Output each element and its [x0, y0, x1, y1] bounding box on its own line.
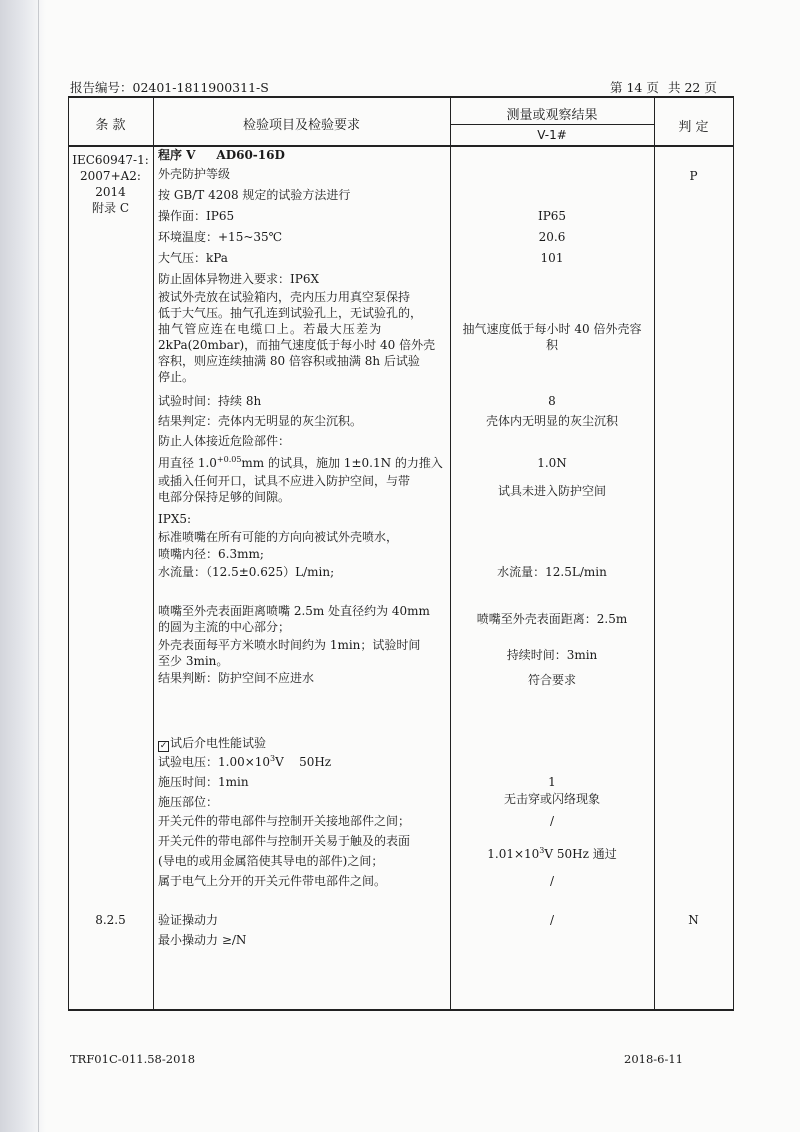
probe-tolerance: +0.05	[216, 455, 242, 464]
ambient-temperature: 环境温度：+15~35℃	[158, 230, 283, 244]
test-voltage	[158, 754, 331, 770]
clause-standard-line-4: 附录 C	[92, 201, 129, 215]
test-voltage-post: V 50Hz	[275, 755, 332, 769]
result-voltage-exp: 3	[539, 846, 545, 855]
duration-line-2: 至少 3min。	[158, 654, 229, 668]
result-slash-3: /	[549, 913, 555, 927]
result-apply-time: 1	[548, 775, 556, 789]
table-left-border	[68, 96, 69, 1011]
test-method: 按 GB/T 4208 规定的试验方法进行	[158, 188, 351, 202]
report-date: 2018-6-11	[624, 1052, 683, 1066]
nozzle-diameter: 喷嘴内径：6.3mm;	[158, 547, 264, 561]
form-code: TRF01C-011.58-2018	[70, 1052, 196, 1066]
column-divider-3	[654, 96, 655, 1011]
ip-title: 外壳防护等级	[158, 167, 231, 181]
solid-ingress-title: 防止固体异物进入要求：IP6X	[158, 272, 319, 286]
page-current: 第 14 页	[610, 80, 659, 95]
binding-line	[38, 0, 39, 1132]
position-3: (导电的或用金属箔使其导电的部件)之间；	[158, 854, 384, 868]
result-ip65: IP65	[537, 209, 567, 223]
solid-desc-line-4: 2kPa(20mbar)，而抽气速度低于每小时 40 倍外壳	[158, 338, 436, 352]
page-total: 共 22 页	[668, 80, 717, 95]
solid-desc-line-6: 停止。	[158, 370, 195, 384]
procedure-title: 程序 V AD60-16D	[158, 148, 285, 162]
clause-standard-line-1: IEC60947-1:	[72, 153, 149, 167]
result-water-flow: 水流量：12.5L/min	[497, 565, 607, 579]
result-probe-not-entered: 试具未进入防护空间	[497, 484, 606, 498]
column-header-result: 测量或观察结果	[506, 108, 598, 123]
result-hours: 8	[548, 394, 556, 408]
probe-pre: 用直径 1.0	[158, 456, 217, 470]
header-sub-divider	[450, 124, 654, 125]
result-force: 1.0N	[537, 456, 567, 470]
test-voltage-pre: 试验电压：1.00×10	[158, 755, 271, 769]
dielectric-title-text: 试后介电性能试验	[170, 736, 267, 750]
table-right-border	[733, 96, 734, 1011]
water-judgement: 结果判断：防护空间不应进水	[158, 671, 315, 685]
verdict-p: P	[689, 169, 698, 183]
result-voltage-post: V 50Hz 通过	[544, 847, 617, 861]
binding-edge	[0, 0, 46, 1132]
solid-desc-line-3: 抽气管应连在电缆口上。若最大压差为	[158, 322, 383, 336]
column-header-sample: V-1#	[537, 128, 567, 142]
result-conform: 符合要求	[527, 673, 576, 687]
apply-position: 施压部位：	[158, 795, 219, 809]
probe-post: mm 的试具，施加 1±0.1N 的力推入	[241, 456, 443, 470]
force-title: 验证操动力	[158, 913, 219, 927]
dielectric-title	[158, 735, 266, 752]
result-suction-line-1: 抽气速度低于每小时 40 倍外壳容	[462, 322, 642, 336]
solid-desc-line-5: 容积，则应连续抽满 80 倍容积或抽满 8h 后试验	[158, 354, 420, 368]
checkbox-checked-icon: ✓	[159, 741, 168, 751]
solid-desc-line-1: 被试外壳放在试验箱内，壳内压力用真空泵保持	[158, 290, 411, 304]
clause-standard-line-2: 2007+A2:	[80, 169, 141, 183]
operating-face: 操作面：IP65	[158, 209, 235, 223]
force-min: 最小操动力 ≥/N	[158, 933, 247, 947]
result-no-breakdown: 无击穿或闪络现象	[503, 792, 600, 806]
water-flow: 水流量：（12.5±0.625）L/min;	[158, 565, 335, 579]
report-number: 报告编号：02401-1811900311-S	[70, 80, 269, 95]
position-1: 开关元件的带电部件与控制开关接地部件之间；	[158, 814, 411, 828]
result-duration: 持续时间：3min	[506, 648, 598, 662]
duration-line-1: 外壳表面每平方米喷水时间约为 1min；试验时间	[158, 638, 421, 652]
table-top-border	[68, 96, 734, 98]
probe-line-3: 电部分保持足够的间隙。	[158, 490, 291, 504]
result-slash-2: /	[549, 874, 555, 888]
result-slash-1: /	[549, 814, 555, 828]
table-bottom-border	[68, 1009, 734, 1011]
column-header-clause: 条 款	[95, 118, 126, 133]
atmospheric-pressure: 大气压：kPa	[158, 251, 228, 265]
ipx5-title: IPX5:	[158, 512, 192, 526]
probe-line-1	[158, 455, 443, 471]
clause-8-2-5: 8.2.5	[95, 913, 126, 927]
position-2: 开关元件的带电部件与控制开关易于触及的表面	[158, 834, 411, 848]
result-pressure: 101	[540, 251, 564, 265]
spray-desc: 标准喷嘴在所有可能的方向向被试外壳喷水，	[158, 530, 399, 544]
column-divider-1	[153, 96, 154, 1011]
position-4: 属于电气上分开的开关元件带电部件之间。	[158, 874, 387, 888]
result-temperature: 20.6	[538, 230, 566, 244]
result-voltage-pre: 1.01×10	[487, 847, 540, 861]
result-no-dust: 壳体内无明显的灰尘沉积	[485, 414, 618, 428]
verdict-n: N	[688, 913, 699, 927]
result-suction-line-2: 积	[545, 338, 558, 352]
column-header-verdict: 判 定	[678, 120, 709, 135]
test-time: 试验时间：持续 8h	[158, 394, 262, 408]
distance-line-1: 喷嘴至外壳表面距离喷嘴 2.5m 处直径约为 40mm	[158, 604, 430, 618]
result-voltage	[450, 846, 654, 862]
column-header-item: 检验项目及检验要求	[242, 118, 360, 133]
probe-line-2: 或插入任何开口，试具不应进入防护空间，与带	[158, 474, 411, 488]
distance-line-2: 的圆为主流的中心部分；	[158, 620, 291, 634]
clause-standard-line-3: 2014	[95, 185, 126, 199]
dust-judgement: 结果判定：壳体内无明显的灰尘沉积。	[158, 414, 363, 428]
hazard-title: 防止人体接近危险部件：	[158, 434, 291, 448]
test-voltage-exp: 3	[270, 754, 276, 763]
apply-time: 施压时间：1min	[158, 775, 249, 789]
solid-desc-line-2: 低于大气压。抽气孔连到试验孔上，无试验孔的，	[158, 306, 423, 320]
result-distance: 喷嘴至外壳表面距离：2.5m	[476, 612, 628, 626]
